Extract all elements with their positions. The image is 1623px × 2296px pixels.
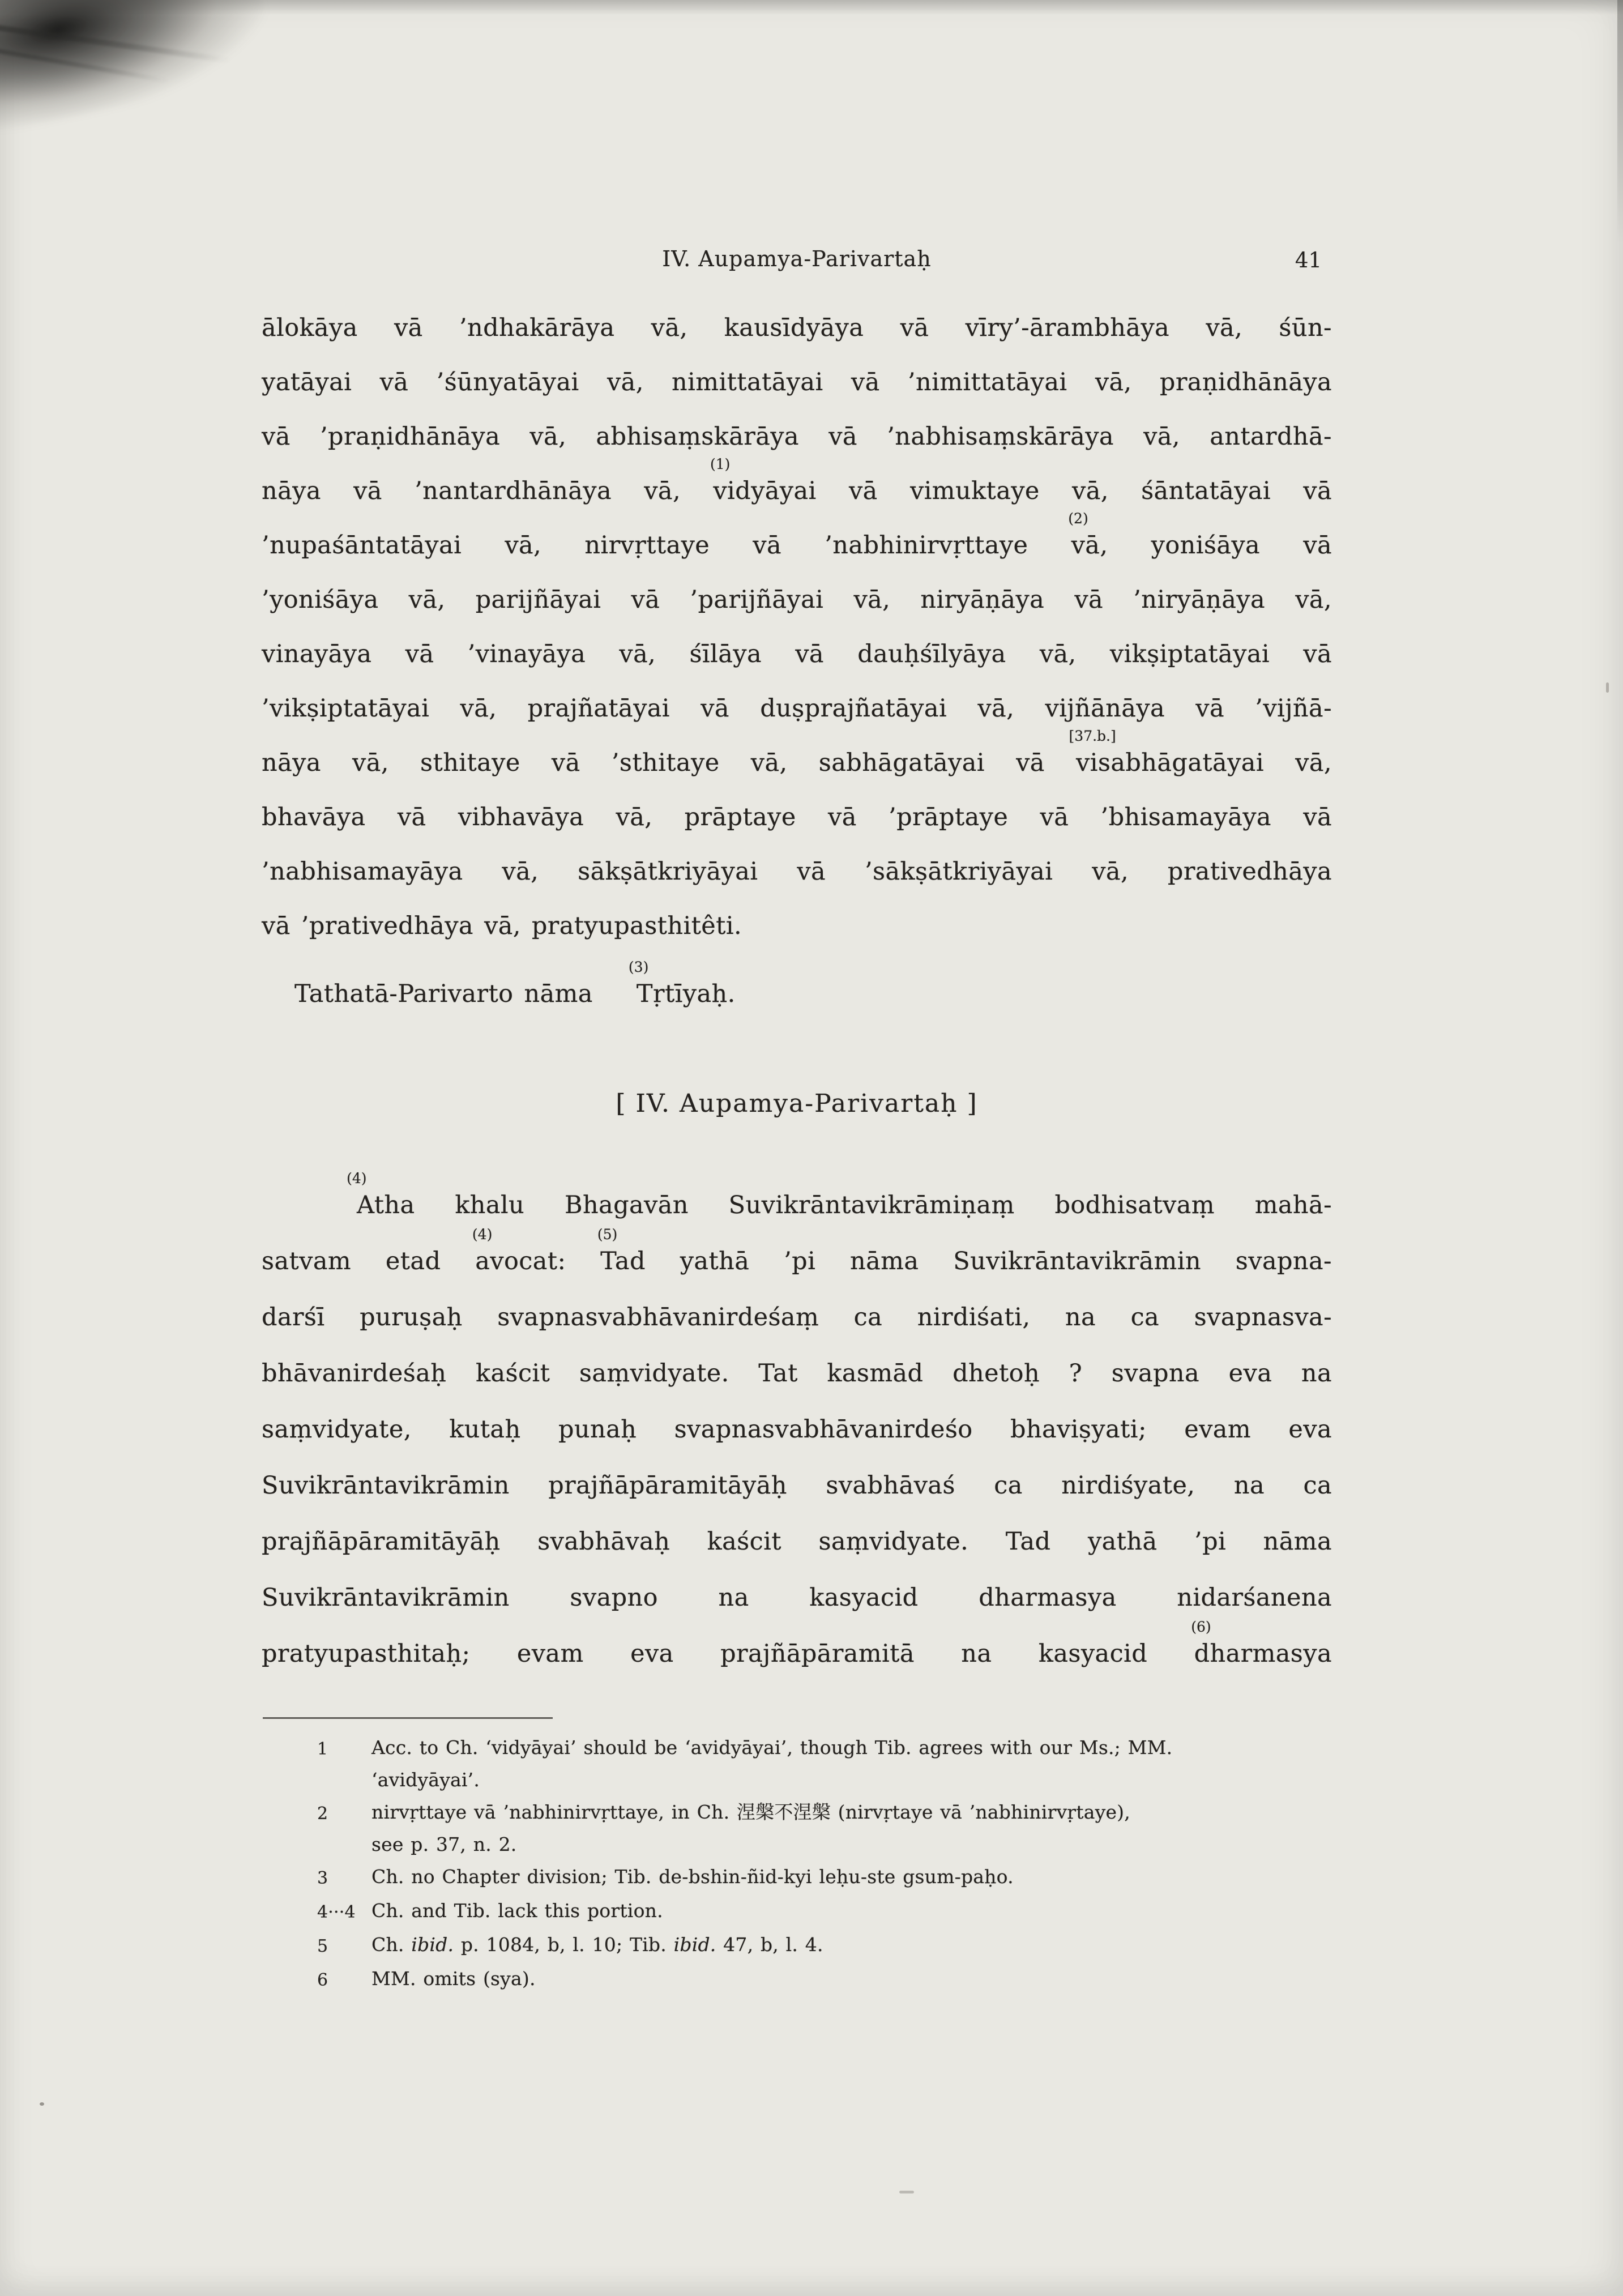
footnote: [262, 1928, 1332, 1962]
text-line: ’nabhisamayāya vā, sākṣātkriyāyai vā ’sākṣātkriyāyai vā, prativedhāya: [262, 857, 1332, 886]
footnote-number: 1: [317, 1739, 328, 1759]
text-line: saṃvidyate, kutaḥ punaḥ svapnasvabhāvanirdeśo bhaviṣyati; evam eva: [262, 1415, 1332, 1444]
text-line: Tathatā-Parivarto nāma (3) Tṛtīyaḥ.: [294, 959, 736, 1008]
footnote-text-line: Ch. ibid. p. 1084, b, l. 10; Tib. ibid. 47, b, l. 4.: [371, 1934, 823, 1956]
footnote-number: 4···4: [317, 1902, 356, 1922]
text-line: ālokāya vā ’ndhakārāya vā, kausīdyāya vā vīry’-ārambhāya vā, śūn-: [262, 314, 1332, 342]
scan-edge-line-right: [1617, 0, 1623, 244]
footnote-number: 6: [317, 1970, 328, 1990]
annotated-word: [37.b.] visabhāgatāyai: [1069, 728, 1264, 777]
annotated-word: (2) vā,: [1068, 510, 1108, 560]
footnote-text-line: Ch. no Chapter division; Tib. de-bshin-ñid-kyi leḥu-ste gsum-paḥo.: [371, 1866, 1014, 1888]
text-line: bhavāya vā vibhavāya vā, prāptaye vā ’prāptaye vā ’bhisamayāya vā: [262, 803, 1332, 831]
footnote-marker: (3): [628, 959, 649, 975]
annotated-word: (3) Tṛtīyaḥ.: [604, 980, 736, 1008]
footnote-text: [371, 1860, 1332, 1894]
text-line: bhāvanirdeśaḥ kaścit saṃvidyate. Tat kasmād dhetoḥ ? svapna eva na: [262, 1359, 1332, 1388]
footnote-marker: (4): [347, 1170, 367, 1187]
text-line: ’vikṣiptatāyai vā, prajñatāyai vā duṣprajñatāyai vā, vijñānāya vā ’vijñā-: [262, 694, 1332, 723]
text-line: Suvikrāntavikrāmin svapno na kasyacid dharmasya nidarśanena: [262, 1584, 1332, 1612]
annotated-word: (6) dharmasya: [1191, 1619, 1332, 1668]
text-line: vā ’prativedhāya vā, pratyupasthitêti.: [262, 912, 742, 940]
text-line: nāya vā ’nantardhānāya vā, (1) vidyāyai vā vimuktaye vā, śāntatāyai vā: [262, 456, 1332, 505]
text-line: vinayāya vā ’vinayāya vā, śīlāya vā dauḥśīlyāya vā, vikṣiptatāyai vā: [262, 640, 1332, 668]
footnote-marker: (6): [1191, 1619, 1211, 1635]
text-line: pratyupasthitaḥ; evam eva prajñāpāramitā na kasyacid (6) dharmasya: [262, 1619, 1332, 1668]
paragraph-2: [262, 1170, 1332, 1682]
running-title: IV. Aupamya-Parivartaḥ: [662, 246, 932, 271]
scan-speck: [1606, 682, 1609, 693]
footnote-text-line: Ch. and Tib. lack this portion.: [371, 1900, 663, 1922]
footnote-text-line: MM. omits (sya).: [371, 1968, 536, 1990]
text-line: ’yoniśāya vā, parijñāyai vā ’parijñāyai vā, niryāṇāya vā ’niryāṇāya vā,: [262, 586, 1332, 614]
footnote-text: [371, 1796, 1332, 1860]
text-line: (4) Atha khalu Bhagavān Suvikrāntavikrāmiṇaṃ bodhisatvaṃ mahā-: [262, 1177, 1332, 1234]
footnote-text-line: nirvṛttaye vā ’nabhinirvṛttaye, in Ch. 涅槃不涅槃 (nirvṛtaye vā ’nabhinirvṛtaye),: [371, 1801, 1130, 1823]
running-header: [262, 246, 1332, 277]
text-line: prajñāpāramitāyāḥ svabhāvaḥ kaścit saṃvidyate. Tad yathā ’pi nāma: [262, 1527, 1332, 1556]
scan-speck: [899, 2191, 914, 2193]
paragraph-1: [262, 301, 1332, 953]
footnote: [262, 1860, 1332, 1894]
footnote-rule: [263, 1717, 553, 1719]
footnote-text-line: see p. 37, n. 2.: [371, 1833, 517, 1855]
scan-smudge-top-left: [0, 0, 278, 139]
footnote-number: 5: [317, 1936, 328, 1956]
footnote-marker: (1): [710, 456, 731, 472]
text-block: [262, 246, 1332, 1996]
footnote: [262, 1796, 1332, 1860]
footnote-marker: (5): [597, 1226, 618, 1243]
text-line: Suvikrāntavikrāmin prajñāpāramitāyāḥ svabhāvaś ca nirdiśyate, na ca: [262, 1471, 1332, 1500]
section-heading: [ IV. Aupamya-Parivartaḥ ]: [616, 1089, 978, 1118]
footnote-text: [371, 1928, 1332, 1962]
text-line: vā ’praṇidhānāya vā, abhisaṃskārāya vā ’nabhisaṃskārāya vā, antardhā-: [262, 423, 1332, 451]
colophon: [262, 959, 1332, 1021]
footnote-marker: (2): [1068, 510, 1088, 527]
footnote: [262, 1894, 1332, 1928]
footnote: [262, 1731, 1332, 1796]
annotated-word: (4) Atha: [309, 1191, 415, 1219]
text-line: nāya vā, sthitaye vā ’sthitaye vā, sabhāgatāyai vā [37.b.] visabhāgatāyai vā,: [262, 728, 1332, 777]
scan-speck: [40, 2102, 44, 2106]
page-number: 41: [1295, 248, 1322, 272]
annotated-word: (1) vidyāyai: [710, 456, 817, 505]
annotated-word: (5) Tad: [597, 1226, 646, 1275]
footnotes-list: [262, 1731, 1332, 1996]
footnote-text: [371, 1731, 1332, 1796]
footnote: [262, 1962, 1332, 1996]
footnote-number: 2: [317, 1804, 328, 1824]
footnote-text-line: Acc. to Ch. ‘vidyāyai’ should be ‘avidyāyai’, though Tib. agrees with our Ms.; MM.: [371, 1736, 1173, 1759]
text-line: darśī puruṣaḥ svapnasvabhāvanirdeśaṃ ca nirdiśati, na ca svapnasva-: [262, 1303, 1332, 1331]
footnote-marker: [37.b.]: [1069, 728, 1116, 744]
footnote-marker: (4): [472, 1226, 493, 1243]
footnote-text: [371, 1962, 1332, 1996]
text-line: yatāyai vā ’śūnyatāyai vā, nimittatāyai vā ’nimittatāyai vā, praṇidhānāya: [262, 368, 1332, 396]
footnote-number: 3: [317, 1868, 328, 1888]
text-line: satvam etad (4) avocat: (5) Tad yathā ’pi nāma Suvikrāntavikrāmin svapna-: [262, 1226, 1332, 1275]
footnote-text-line: ‘avidyāyai’.: [371, 1769, 480, 1791]
annotated-word: (4) avocat:: [472, 1226, 566, 1275]
footnote-text: [371, 1894, 1332, 1928]
text-line: ’nupaśāntatāyai vā, nirvṛttaye vā ’nabhinirvṛttaye (2) vā, yoniśāya vā: [262, 510, 1332, 560]
